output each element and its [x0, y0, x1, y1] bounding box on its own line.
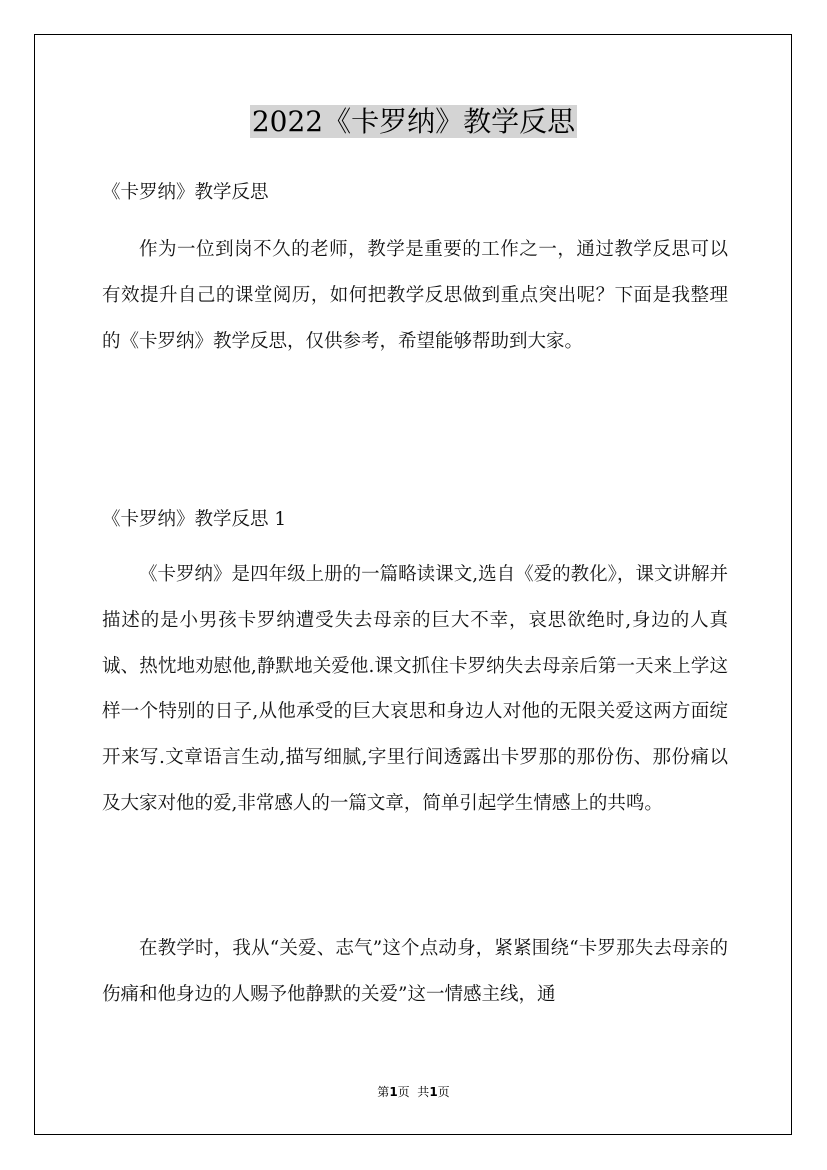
document-title-text: 2022《卡罗纳》教学反思	[251, 105, 576, 138]
document-title	[0, 100, 827, 144]
section-heading-1: 《卡罗纳》教学反思 1	[102, 509, 287, 530]
intro-heading: 《卡罗纳》教学反思	[102, 182, 269, 203]
intro-paragraph: 作为一位到岗不久的老师，教学是重要的工作之一，通过教学反思可以有效提升自己的课堂阅历，如何把教学反思做到重点突出呢？下面是我整理的《卡罗纳》教学反思，仅供参考，希望能够帮助到大家。	[102, 239, 728, 352]
footer-total-pages: 1	[429, 1085, 438, 1099]
footer-mid: 页 共	[397, 1085, 430, 1099]
page-footer	[0, 1082, 827, 1102]
footer-page-number: 1	[389, 1085, 398, 1099]
footer-prefix: 第	[377, 1085, 390, 1099]
paragraph-2: 在教学时，我从“关爱、志气”这个点动身，紧紧围绕“卡罗那失去母亲的伤痛和他身边的人赐予他静默的关爱”这一情感主线，通	[102, 938, 728, 1005]
paragraph-1: 《卡罗纳》是四年级上册的一篇略读课文,选自《爱的教化》，课文讲解并描述的是小男孩卡罗纳遭受失去母亲的巨大不幸，哀思欲绝时,身边的人真诚、热忱地劝慰他,静默地关爱他.课文抓住卡罗纳失去母亲后第一天来上学这样一个特别的日子,从他承受的巨大哀思和身边人对他的无限关爱这两方面绽开来写.文章语言生动,描写细腻,字里行间透露出卡罗那的那份伤、那份痛以及大家对他的爱,非常感人的一篇文章，简单引起学生情感上的共鸣。	[102, 564, 728, 814]
footer-suffix: 页	[437, 1085, 450, 1099]
